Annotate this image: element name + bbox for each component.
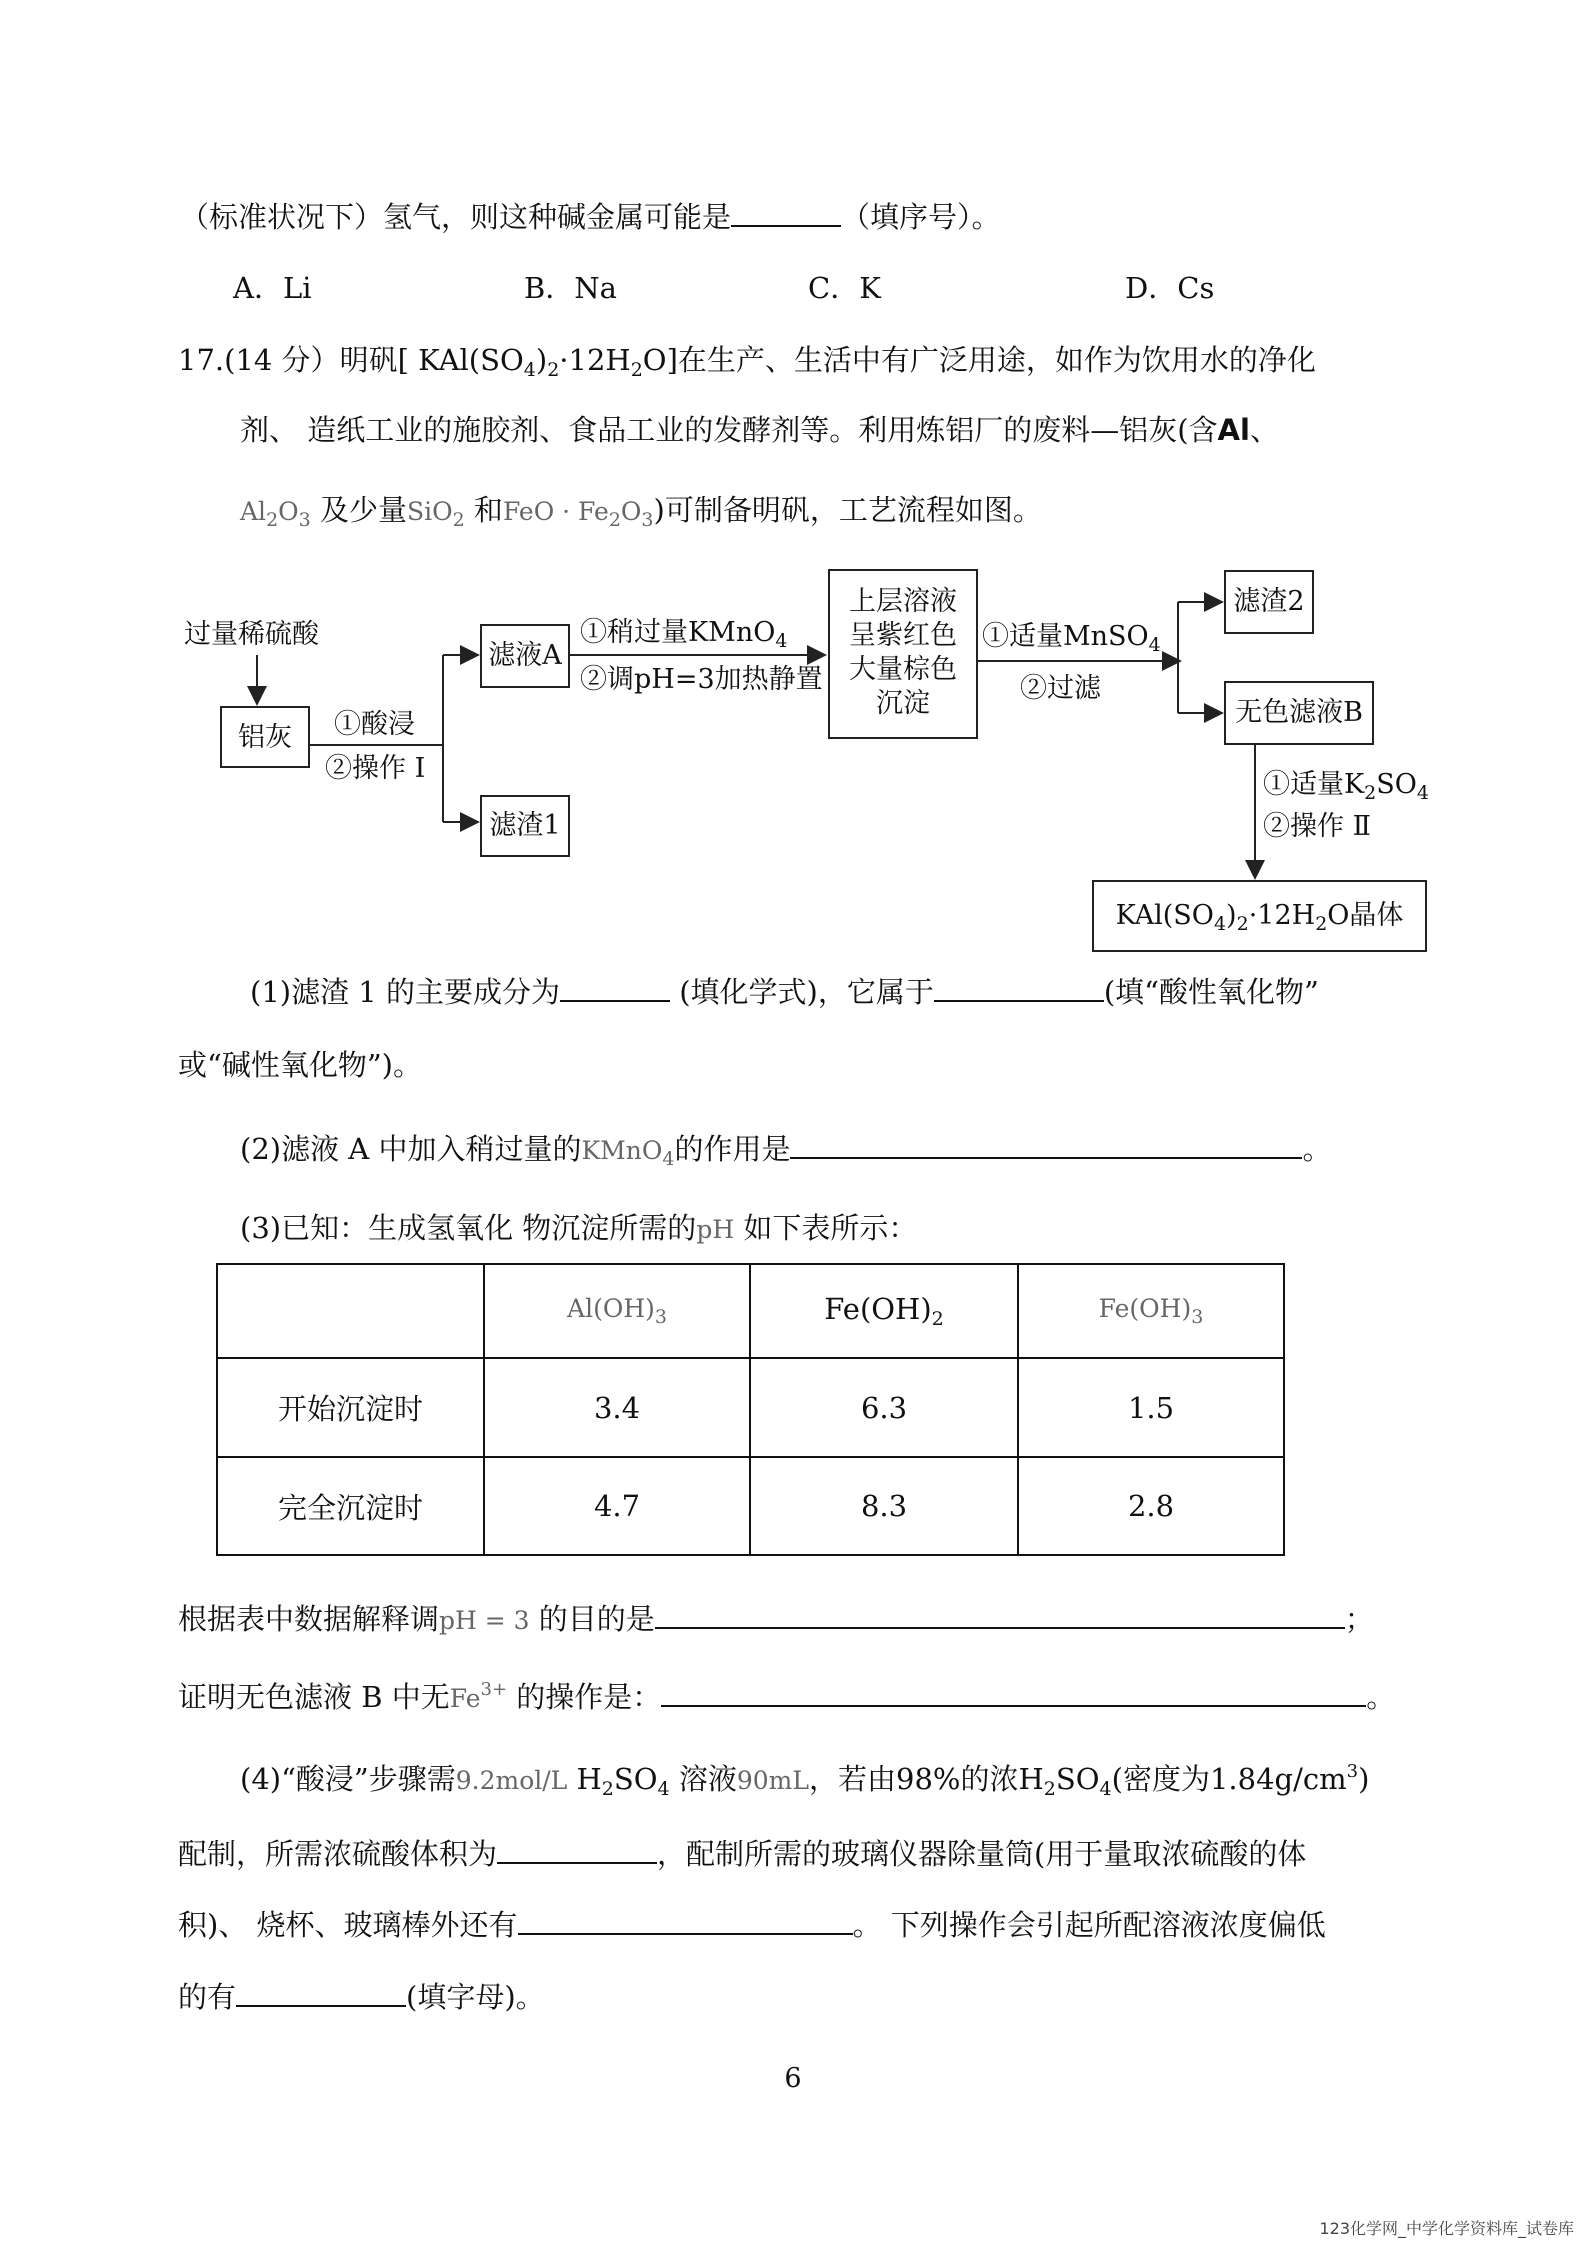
answer-blank[interactable]	[497, 1832, 657, 1864]
table-row-label: 完全沉淀时	[217, 1457, 484, 1555]
table-row	[217, 1358, 1284, 1457]
sub-q3-line: (3)已知：生成氢氧化 物沉淀所需的pH 如下表所示：	[240, 1211, 918, 1245]
q16-tail-line	[180, 195, 1001, 237]
step4-operation: ②操作 Ⅱ	[1263, 811, 1371, 842]
sub-q4-line3: 积)、 烧杯、玻璃棒外还有 。 下列操作会引起所配溶液浓度偏低	[178, 1903, 1326, 1945]
q16-text: （标准状况下）氢气，则这种碱金属可能是	[180, 200, 732, 234]
aluminum-ash-box: 铝灰	[220, 706, 310, 768]
q17-intro-line1: 17.(14 分）明矾[ $KAl(SO_4)_2\cdot 12H_2O$]在生产、生活中有广泛用途，如作为饮用水的净化	[178, 343, 1316, 381]
answer-blank[interactable]	[790, 1127, 1302, 1159]
table-header-row	[217, 1264, 1284, 1358]
table-cell: 1.5	[1018, 1358, 1284, 1457]
table-cell: 8.3	[750, 1457, 1018, 1555]
option-d: D．Cs	[1125, 271, 1215, 305]
step1-operation: ②操作 Ⅰ	[325, 753, 426, 784]
table-header-cell: $Fe(OH)_2$	[750, 1264, 1018, 1358]
table-header-cell	[217, 1264, 484, 1358]
sub-q2-line: (2)滤液 A 中加入稍过量的KMnO$_4$的作用是 。	[240, 1127, 1331, 1179]
q17-intro-line2: 剂、 造纸工业的施胶剂、食品工业的发酵剂等。利用炼铝厂的废料—铝灰(含Al、	[240, 413, 1279, 447]
step3-filter: ②过滤	[1020, 673, 1101, 704]
process-flow-diagram	[170, 560, 1440, 960]
sub-q1-line1: (1)滤渣 1 的主要成分为 (填化学式)，它属于 (填“酸性氧化物”	[250, 970, 1319, 1012]
q16-text-after: （填序号）。	[841, 200, 1001, 234]
step3-mnso4: ①适量MnSO$_4$	[982, 621, 1161, 656]
question-score: (14 分）	[224, 343, 340, 377]
residue2-box: 滤渣2	[1224, 570, 1314, 634]
sub-q4-line4: 的有 (填字母)。	[178, 1975, 545, 2017]
q17-intro-line3: $Al_2O_3$ 及少量SiO$_2$ 和FeO · $Fe_2O_3$)可制备明矾，工艺流程如图。	[240, 493, 1042, 531]
table-row	[217, 1457, 1284, 1555]
table-row-label: 开始沉淀时	[217, 1358, 484, 1457]
answer-blank[interactable]	[560, 970, 670, 1002]
table-cell: 2.8	[1018, 1457, 1284, 1555]
answer-blank[interactable]	[934, 970, 1104, 1002]
answer-blank[interactable]	[518, 1903, 853, 1935]
step2-kmno4: ①稍过量KMnO$_4$	[580, 617, 788, 652]
filtrate-b-box: 无色滤液B	[1224, 681, 1374, 745]
option-c: C．K	[808, 271, 881, 305]
answer-blank[interactable]	[236, 1975, 406, 2007]
upper-solution-box: 上层溶液 呈紫红色 大量棕色 沉淀	[828, 569, 978, 739]
table-cell: 3.4	[484, 1358, 750, 1457]
ph-purpose-line: 根据表中数据解释调pH = 3 的目的是 ；	[178, 1597, 1374, 1641]
option-a: A．Li	[233, 271, 312, 305]
filtrate-a-box: 滤液A	[480, 624, 570, 688]
product-box: $KAl(SO_4)_2\cdot 12H_2O$晶体	[1092, 880, 1427, 952]
fe3-test-line: 证明无色滤液 B 中无$Fe^{3+}$ 的操作是： 。	[178, 1670, 1395, 1719]
table-header-cell: $Fe(OH)_3$	[1018, 1264, 1284, 1358]
option-b: B．Na	[524, 271, 617, 305]
precipitation-ph-table	[216, 1263, 1285, 1556]
table-cell: 6.3	[750, 1358, 1018, 1457]
answer-blank[interactable]	[655, 1597, 1345, 1629]
page-number: 6	[784, 2063, 802, 2094]
table-header-cell: $Al(OH)_3$	[484, 1264, 750, 1358]
step1-acid-leach: ①酸浸	[334, 709, 415, 740]
sub-q4-line1: (4)“酸浸”步骤需9.2mol/L $H_2SO_4$ 溶液90mL，若由98%的浓$H_2SO_4$(密度为$1.84g/cm^3$)	[240, 1761, 1370, 1800]
question-number: 17.	[178, 343, 225, 377]
sub-q4-line2: 配制，所需浓硫酸体积为 ，配制所需的玻璃仪器除量筒(用于量取浓硫酸的体	[178, 1832, 1306, 1874]
footer-watermark: 123化学网_中学化学资料库_试卷库	[1319, 2219, 1574, 2238]
step4-k2so4: ①适量$K_2SO_4$	[1263, 769, 1429, 804]
answer-blank[interactable]	[731, 195, 841, 227]
answer-blank[interactable]	[661, 1675, 1366, 1707]
step2-adjust-ph: ②调pH=3加热静置	[580, 664, 823, 695]
sub-q1-line2: 或“碱性氧化物”)。	[178, 1048, 422, 1082]
residue1-box: 滤渣1	[480, 795, 570, 857]
acid-label: 过量稀硫酸	[184, 619, 319, 650]
table-cell: 4.7	[484, 1457, 750, 1555]
